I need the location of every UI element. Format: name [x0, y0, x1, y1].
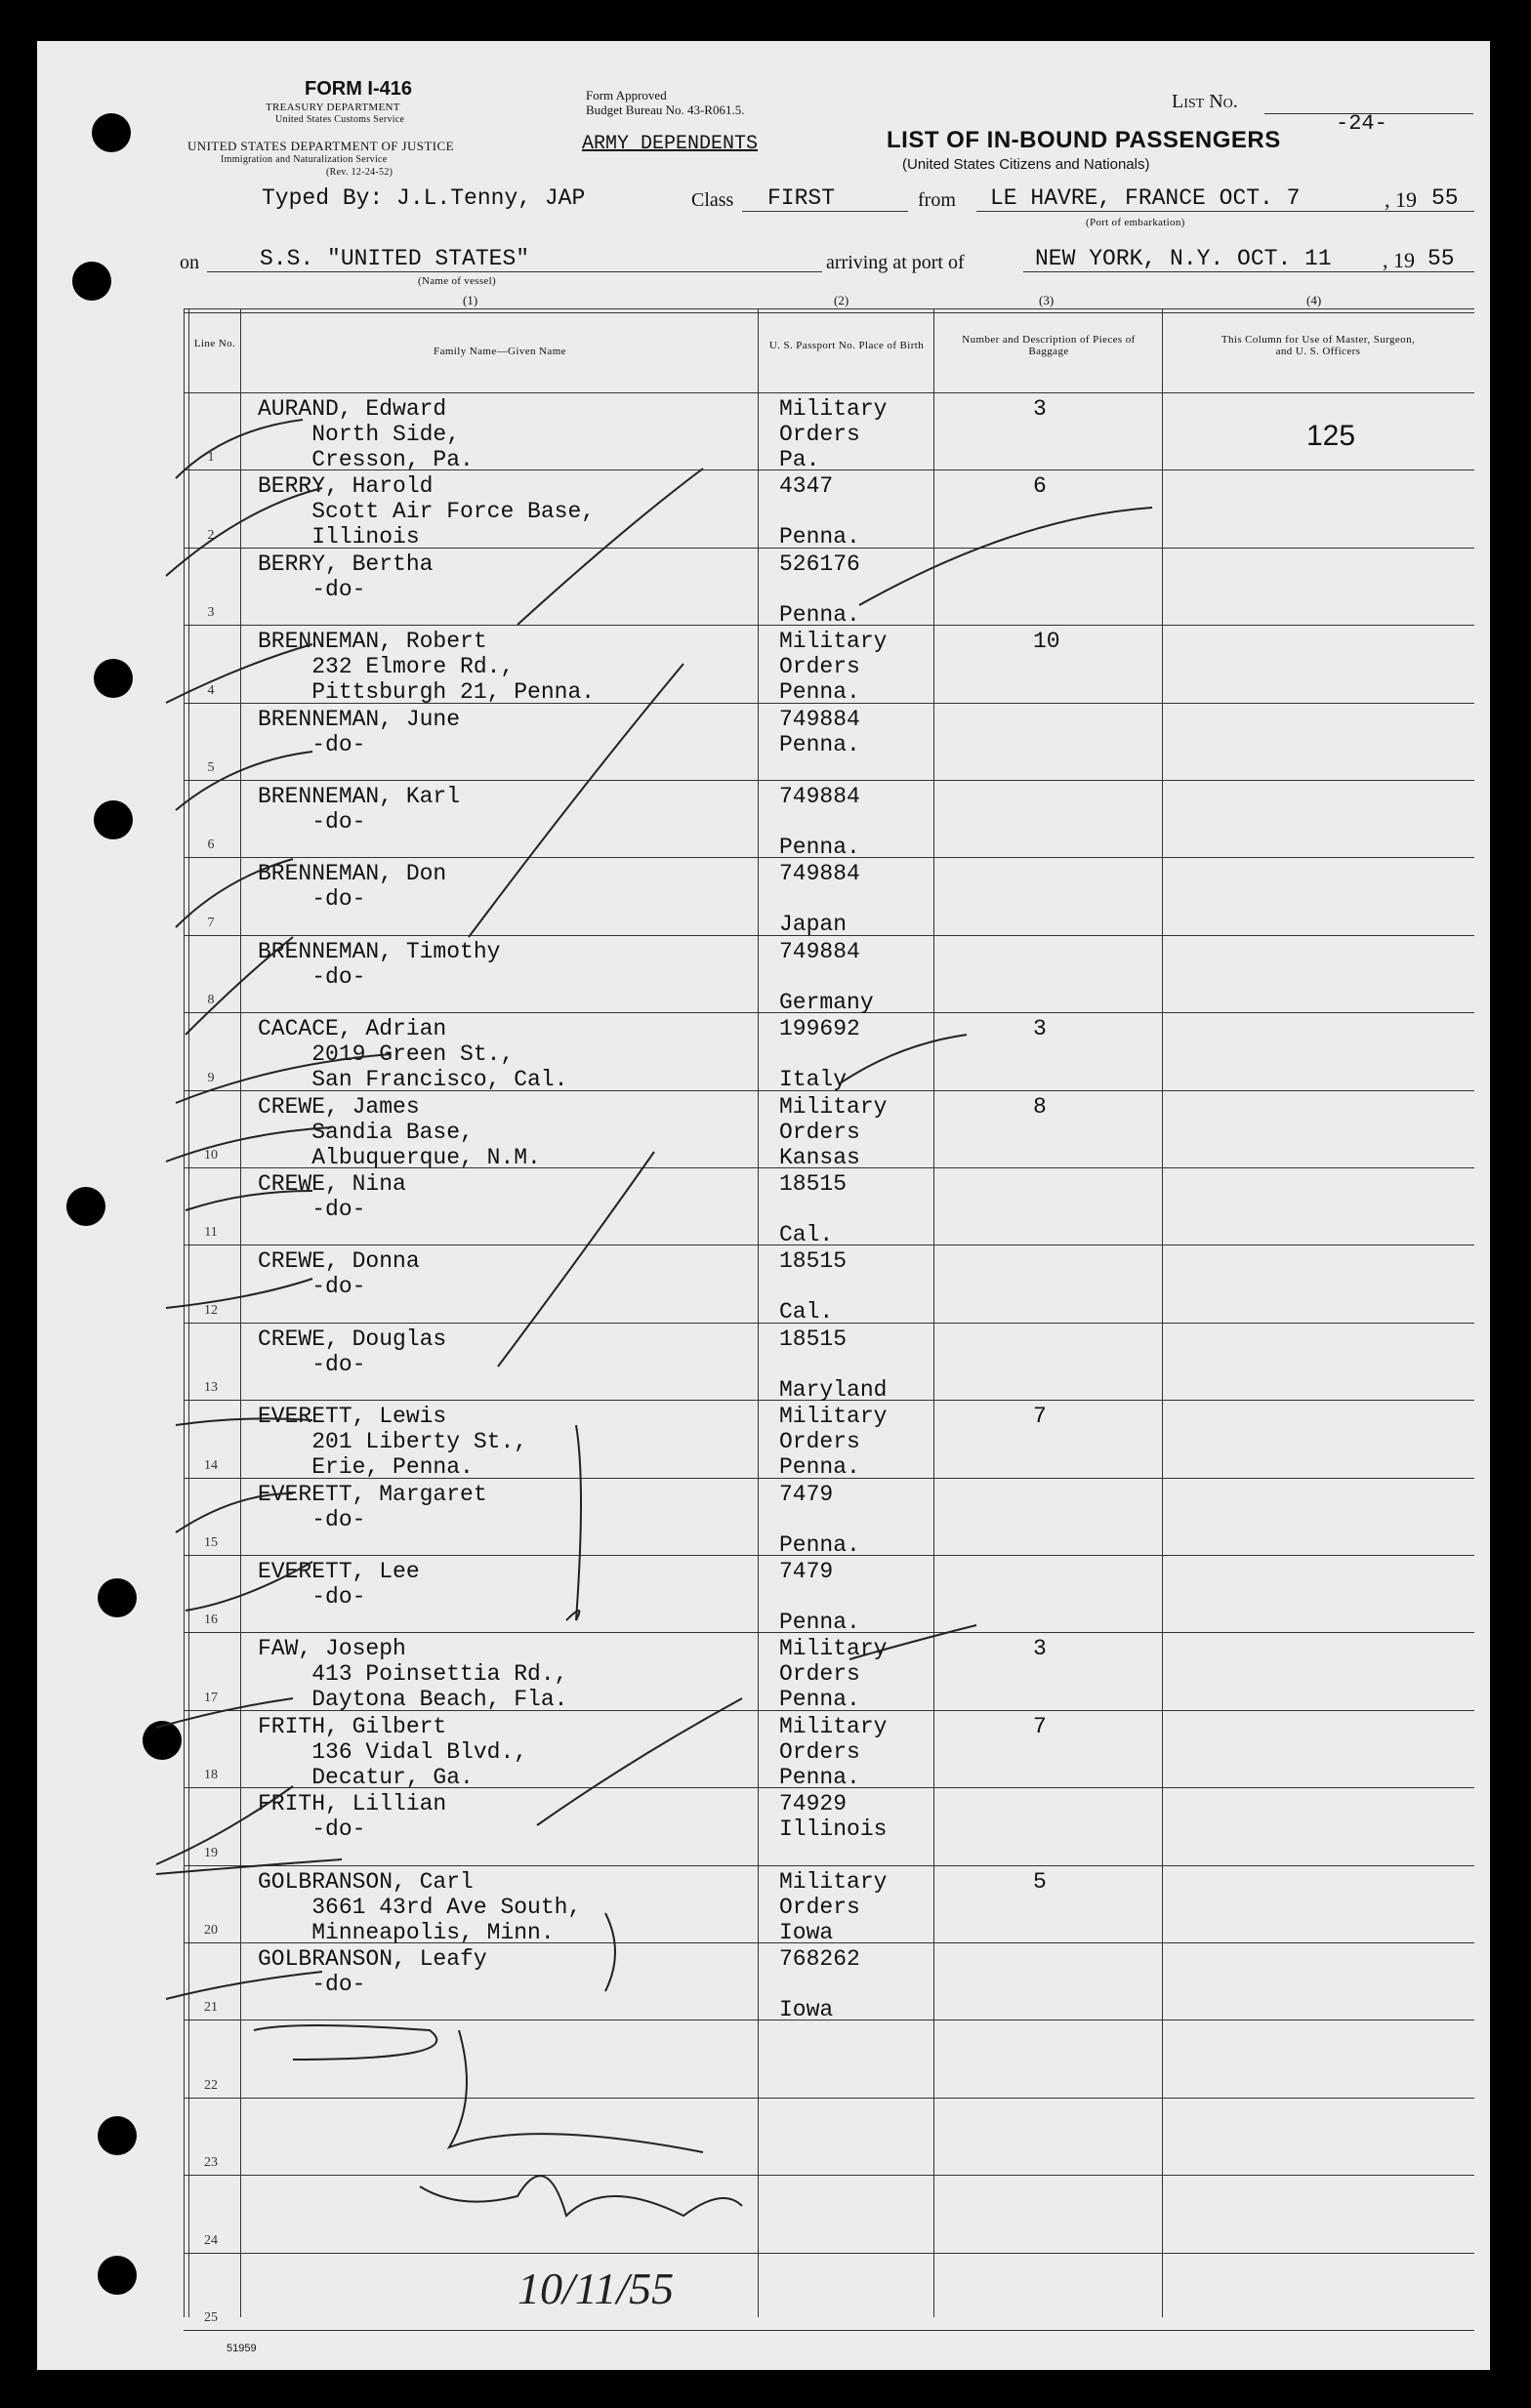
passport-or-birthplace: 768262 [779, 1946, 860, 1972]
passenger-address: Erie, Penna. [258, 1454, 474, 1481]
passenger-address: -do- [258, 1816, 366, 1843]
line-number: 10 [204, 1148, 218, 1163]
line-number: 6 [207, 837, 215, 853]
passport-or-birthplace: Cal. [779, 1222, 834, 1247]
from-value: LE HAVRE, FRANCE OCT. 7 [990, 185, 1301, 211]
from-year: 55 [1431, 185, 1459, 211]
footer-code: 51959 [227, 2343, 257, 2354]
line-number: 16 [204, 1612, 218, 1628]
passport-or-birthplace: Military [779, 1404, 888, 1430]
passport-or-birthplace: Military [779, 1713, 888, 1739]
passport-or-birthplace: Kansas [779, 1144, 860, 1170]
passenger-name: CREWE, Douglas [258, 1326, 447, 1352]
passenger-name: EVERETT, Lewis [258, 1404, 447, 1430]
passenger-address: North Side, [258, 422, 461, 447]
line-number: 7 [207, 915, 215, 930]
vessel-caption: (Name of vessel) [418, 275, 496, 287]
line-number: 25 [204, 2310, 218, 2325]
line-number: 8 [207, 993, 215, 1008]
passenger-address: Daytona Beach, Fla. [258, 1687, 568, 1713]
passport-or-birthplace: Orders [779, 1119, 860, 1145]
passenger-address: -do- [258, 1351, 366, 1377]
passenger-address: -do- [258, 1197, 366, 1222]
passport-or-birthplace: Germany [779, 989, 874, 1015]
passenger-name: BRENNEMAN, Karl [258, 784, 461, 809]
line-number: 20 [204, 1923, 218, 1938]
passport-or-birthplace: Maryland [779, 1376, 888, 1403]
port-embarkation-caption: (Port of embarkation) [1086, 217, 1185, 228]
line-number: 23 [204, 2155, 218, 2171]
handwritten-date: 10/11/55 [517, 2264, 675, 2313]
header-officers: This Column for Use of Master, Surgeon, and U. S. Officers [1221, 334, 1416, 357]
baggage-count: 6 [1033, 473, 1047, 500]
form-approved: Form Approved [586, 88, 667, 102]
passenger-name: GOLBRANSON, Leafy [258, 1946, 487, 1972]
passport-or-birthplace: Cal. [779, 1299, 834, 1326]
passenger-address: Minneapolis, Minn. [258, 1919, 555, 1945]
passenger-name: BERRY, Bertha [258, 551, 434, 577]
line-number: 14 [204, 1457, 218, 1473]
passport-or-birthplace: 7479 [779, 1481, 834, 1507]
passenger-address: Scott Air Force Base, [258, 499, 596, 525]
line-number: 13 [204, 1380, 218, 1396]
passport-or-birthplace: 7479 [779, 1559, 834, 1584]
passport-or-birthplace: Japan [779, 912, 848, 938]
baggage-count: 10 [1033, 629, 1060, 655]
passenger-address: -do- [258, 963, 366, 990]
passport-or-birthplace: 4347 [779, 473, 834, 500]
passenger-address: Decatur, Ga. [258, 1764, 474, 1790]
passenger-address: -do- [258, 809, 366, 835]
passport-or-birthplace: Penna. [779, 1687, 860, 1713]
line-number: 12 [204, 1302, 218, 1318]
passenger-name: BRENNEMAN, Timothy [258, 938, 501, 964]
line-number: 9 [207, 1070, 215, 1085]
passport-or-birthplace: Pa. [779, 447, 820, 472]
army-dependents: ARMY DEPENDENTS [582, 133, 759, 155]
passenger-address: Pittsburgh 21, Penna. [258, 679, 596, 706]
class-label: Class [691, 189, 734, 211]
passport-or-birthplace: 749884 [779, 861, 860, 887]
passenger-name: CREWE, Donna [258, 1248, 420, 1275]
passport-or-birthplace: Orders [779, 1429, 860, 1455]
passport-or-birthplace: 18515 [779, 1326, 848, 1352]
list-no-label: List No. [1172, 91, 1238, 112]
passenger-address: Cresson, Pa. [258, 447, 474, 472]
col-num-2: (2) [834, 293, 849, 307]
vessel-name: S.S. "UNITED STATES" [260, 246, 530, 271]
typed-by: Typed By: J.L.Tenny, JAP [262, 185, 586, 211]
passport-or-birthplace: Orders [779, 1894, 860, 1920]
passenger-name: EVERETT, Margaret [258, 1481, 487, 1507]
form-number: FORM I-416 [305, 78, 413, 100]
passport-or-birthplace: 749884 [779, 938, 860, 964]
passenger-address: San Francisco, Cal. [258, 1067, 568, 1093]
passport-or-birthplace: Orders [779, 1661, 860, 1688]
col-num-3: (3) [1039, 293, 1055, 307]
passport-or-birthplace: Penna. [779, 524, 860, 551]
passport-or-birthplace: Penna. [779, 835, 860, 860]
passport-or-birthplace: Orders [779, 422, 860, 447]
arriving-year-prefix: , 19 [1383, 248, 1415, 272]
arriving-year: 55 [1428, 246, 1455, 271]
baggage-count: 7 [1033, 1404, 1047, 1430]
passport-or-birthplace: Penna. [779, 731, 860, 757]
passenger-address: -do- [258, 1972, 366, 1997]
baggage-count: 7 [1033, 1713, 1047, 1739]
header-passport: U. S. Passport No. Place of Birth [768, 340, 925, 351]
passport-or-birthplace: Orders [779, 654, 860, 680]
passenger-name: EVERETT, Lee [258, 1559, 420, 1584]
passport-or-birthplace: 199692 [779, 1016, 860, 1042]
passport-or-birthplace: 18515 [779, 1248, 848, 1275]
passport-or-birthplace: Penna. [779, 1764, 860, 1790]
list-no-value: -24- [1336, 111, 1387, 136]
line-number: 5 [207, 760, 215, 775]
immigration-label: Immigration and Naturalization Service [221, 154, 388, 165]
passenger-name: BERRY, Harold [258, 473, 434, 500]
passport-or-birthplace: Penna. [779, 679, 860, 706]
passport-or-birthplace: 526176 [779, 551, 860, 577]
from-label: from [918, 189, 956, 211]
passenger-address: -do- [258, 886, 366, 913]
treasury-label: TREASURY DEPARTMENT [266, 102, 400, 113]
line-number: 17 [204, 1690, 218, 1705]
passenger-address: 232 Elmore Rd., [258, 654, 515, 680]
passport-or-birthplace: Military [779, 1868, 888, 1895]
baggage-count: 8 [1033, 1093, 1047, 1120]
passenger-name: CREWE, James [258, 1093, 420, 1120]
page-subtitle: (United States Citizens and Nationals) [902, 156, 1150, 173]
passport-or-birthplace: Military [779, 1636, 888, 1662]
line-number: 21 [204, 2000, 218, 2016]
passenger-name: BRENNEMAN, June [258, 706, 461, 732]
passenger-name: GOLBRANSON, Carl [258, 1868, 474, 1895]
passenger-name: FRITH, Lillian [258, 1791, 447, 1817]
budget-bureau: Budget Bureau No. 43-R061.5. [586, 102, 745, 117]
passenger-address: 136 Vidal Blvd., [258, 1738, 528, 1765]
line-number: 4 [207, 682, 215, 698]
line-number: 1 [207, 450, 215, 466]
revision-label: (Rev. 12-24-52) [326, 167, 393, 178]
passport-or-birthplace: Italy [779, 1067, 848, 1093]
passenger-address: 3661 43rd Ave South, [258, 1894, 582, 1920]
passport-or-birthplace: Penna. [779, 1454, 860, 1481]
header-name: Family Name—Given Name [434, 346, 566, 357]
passport-or-birthplace: Penna. [779, 601, 860, 628]
baggage-count: 3 [1033, 1016, 1047, 1042]
passenger-address: Illinois [258, 524, 420, 551]
col-num-4: (4) [1306, 293, 1322, 307]
passport-or-birthplace: Penna. [779, 1531, 860, 1558]
header-baggage: Number and Description of Pieces of Baggage [962, 334, 1136, 357]
arriving-value: NEW YORK, N.Y. OCT. 11 [1035, 246, 1332, 271]
passenger-address: 201 Liberty St., [258, 1429, 528, 1455]
passport-or-birthplace: 74929 [779, 1791, 848, 1817]
from-year-prefix: , 19 [1385, 187, 1417, 212]
passenger-name: BRENNEMAN, Don [258, 861, 447, 887]
passport-or-birthplace: Iowa [779, 1919, 834, 1945]
officer-number: 125 [1306, 420, 1356, 452]
passenger-name: CREWE, Nina [258, 1171, 406, 1197]
passenger-name: FRITH, Gilbert [258, 1713, 447, 1739]
passport-or-birthplace: Military [779, 629, 888, 655]
passenger-name: BRENNEMAN, Robert [258, 629, 487, 655]
passport-or-birthplace: Illinois [779, 1816, 888, 1843]
passenger-address: -do- [258, 1506, 366, 1532]
line-number: 3 [207, 605, 215, 621]
passenger-address: Albuquerque, N.M. [258, 1144, 541, 1170]
passport-or-birthplace: Military [779, 396, 888, 422]
passenger-address: Sandia Base, [258, 1119, 474, 1145]
on-label: on [180, 252, 199, 273]
header-line-no: Line No. [193, 338, 236, 349]
arriving-label: arriving at port of [826, 252, 965, 273]
line-number: 2 [207, 527, 215, 543]
page-title: LIST OF IN-BOUND PASSENGERS [887, 127, 1281, 153]
passenger-address: 413 Poinsettia Rd., [258, 1661, 568, 1688]
col-num-1: (1) [463, 293, 478, 307]
passenger-name: FAW, Joseph [258, 1636, 406, 1662]
line-number: 11 [204, 1225, 218, 1241]
passport-or-birthplace: 749884 [779, 784, 860, 809]
passenger-address: -do- [258, 576, 366, 602]
line-number: 24 [204, 2232, 218, 2248]
line-number: 15 [204, 1535, 218, 1550]
justice-label: UNITED STATES DEPARTMENT OF JUSTICE [187, 139, 454, 153]
passenger-address: -do- [258, 1274, 366, 1300]
passport-or-birthplace: 749884 [779, 706, 860, 732]
passenger-address: -do- [258, 731, 366, 757]
customs-label: United States Customs Service [275, 114, 405, 125]
line-number: 19 [204, 1845, 218, 1860]
passenger-name: CACACE, Adrian [258, 1016, 447, 1042]
passport-or-birthplace: Orders [779, 1738, 860, 1765]
passport-or-birthplace: Penna. [779, 1610, 860, 1635]
passenger-name: AURAND, Edward [258, 396, 447, 422]
passenger-address: 2019 Green St., [258, 1041, 515, 1068]
passport-or-birthplace: Iowa [779, 1997, 834, 2022]
line-number: 22 [204, 2077, 218, 2093]
passport-or-birthplace: Military [779, 1093, 888, 1120]
baggage-count: 3 [1033, 396, 1047, 422]
passport-or-birthplace: 18515 [779, 1171, 848, 1197]
class-value: FIRST [767, 185, 836, 211]
baggage-count: 3 [1033, 1636, 1047, 1662]
line-number: 18 [204, 1768, 218, 1783]
passenger-address: -do- [258, 1584, 366, 1610]
baggage-count: 5 [1033, 1868, 1047, 1895]
